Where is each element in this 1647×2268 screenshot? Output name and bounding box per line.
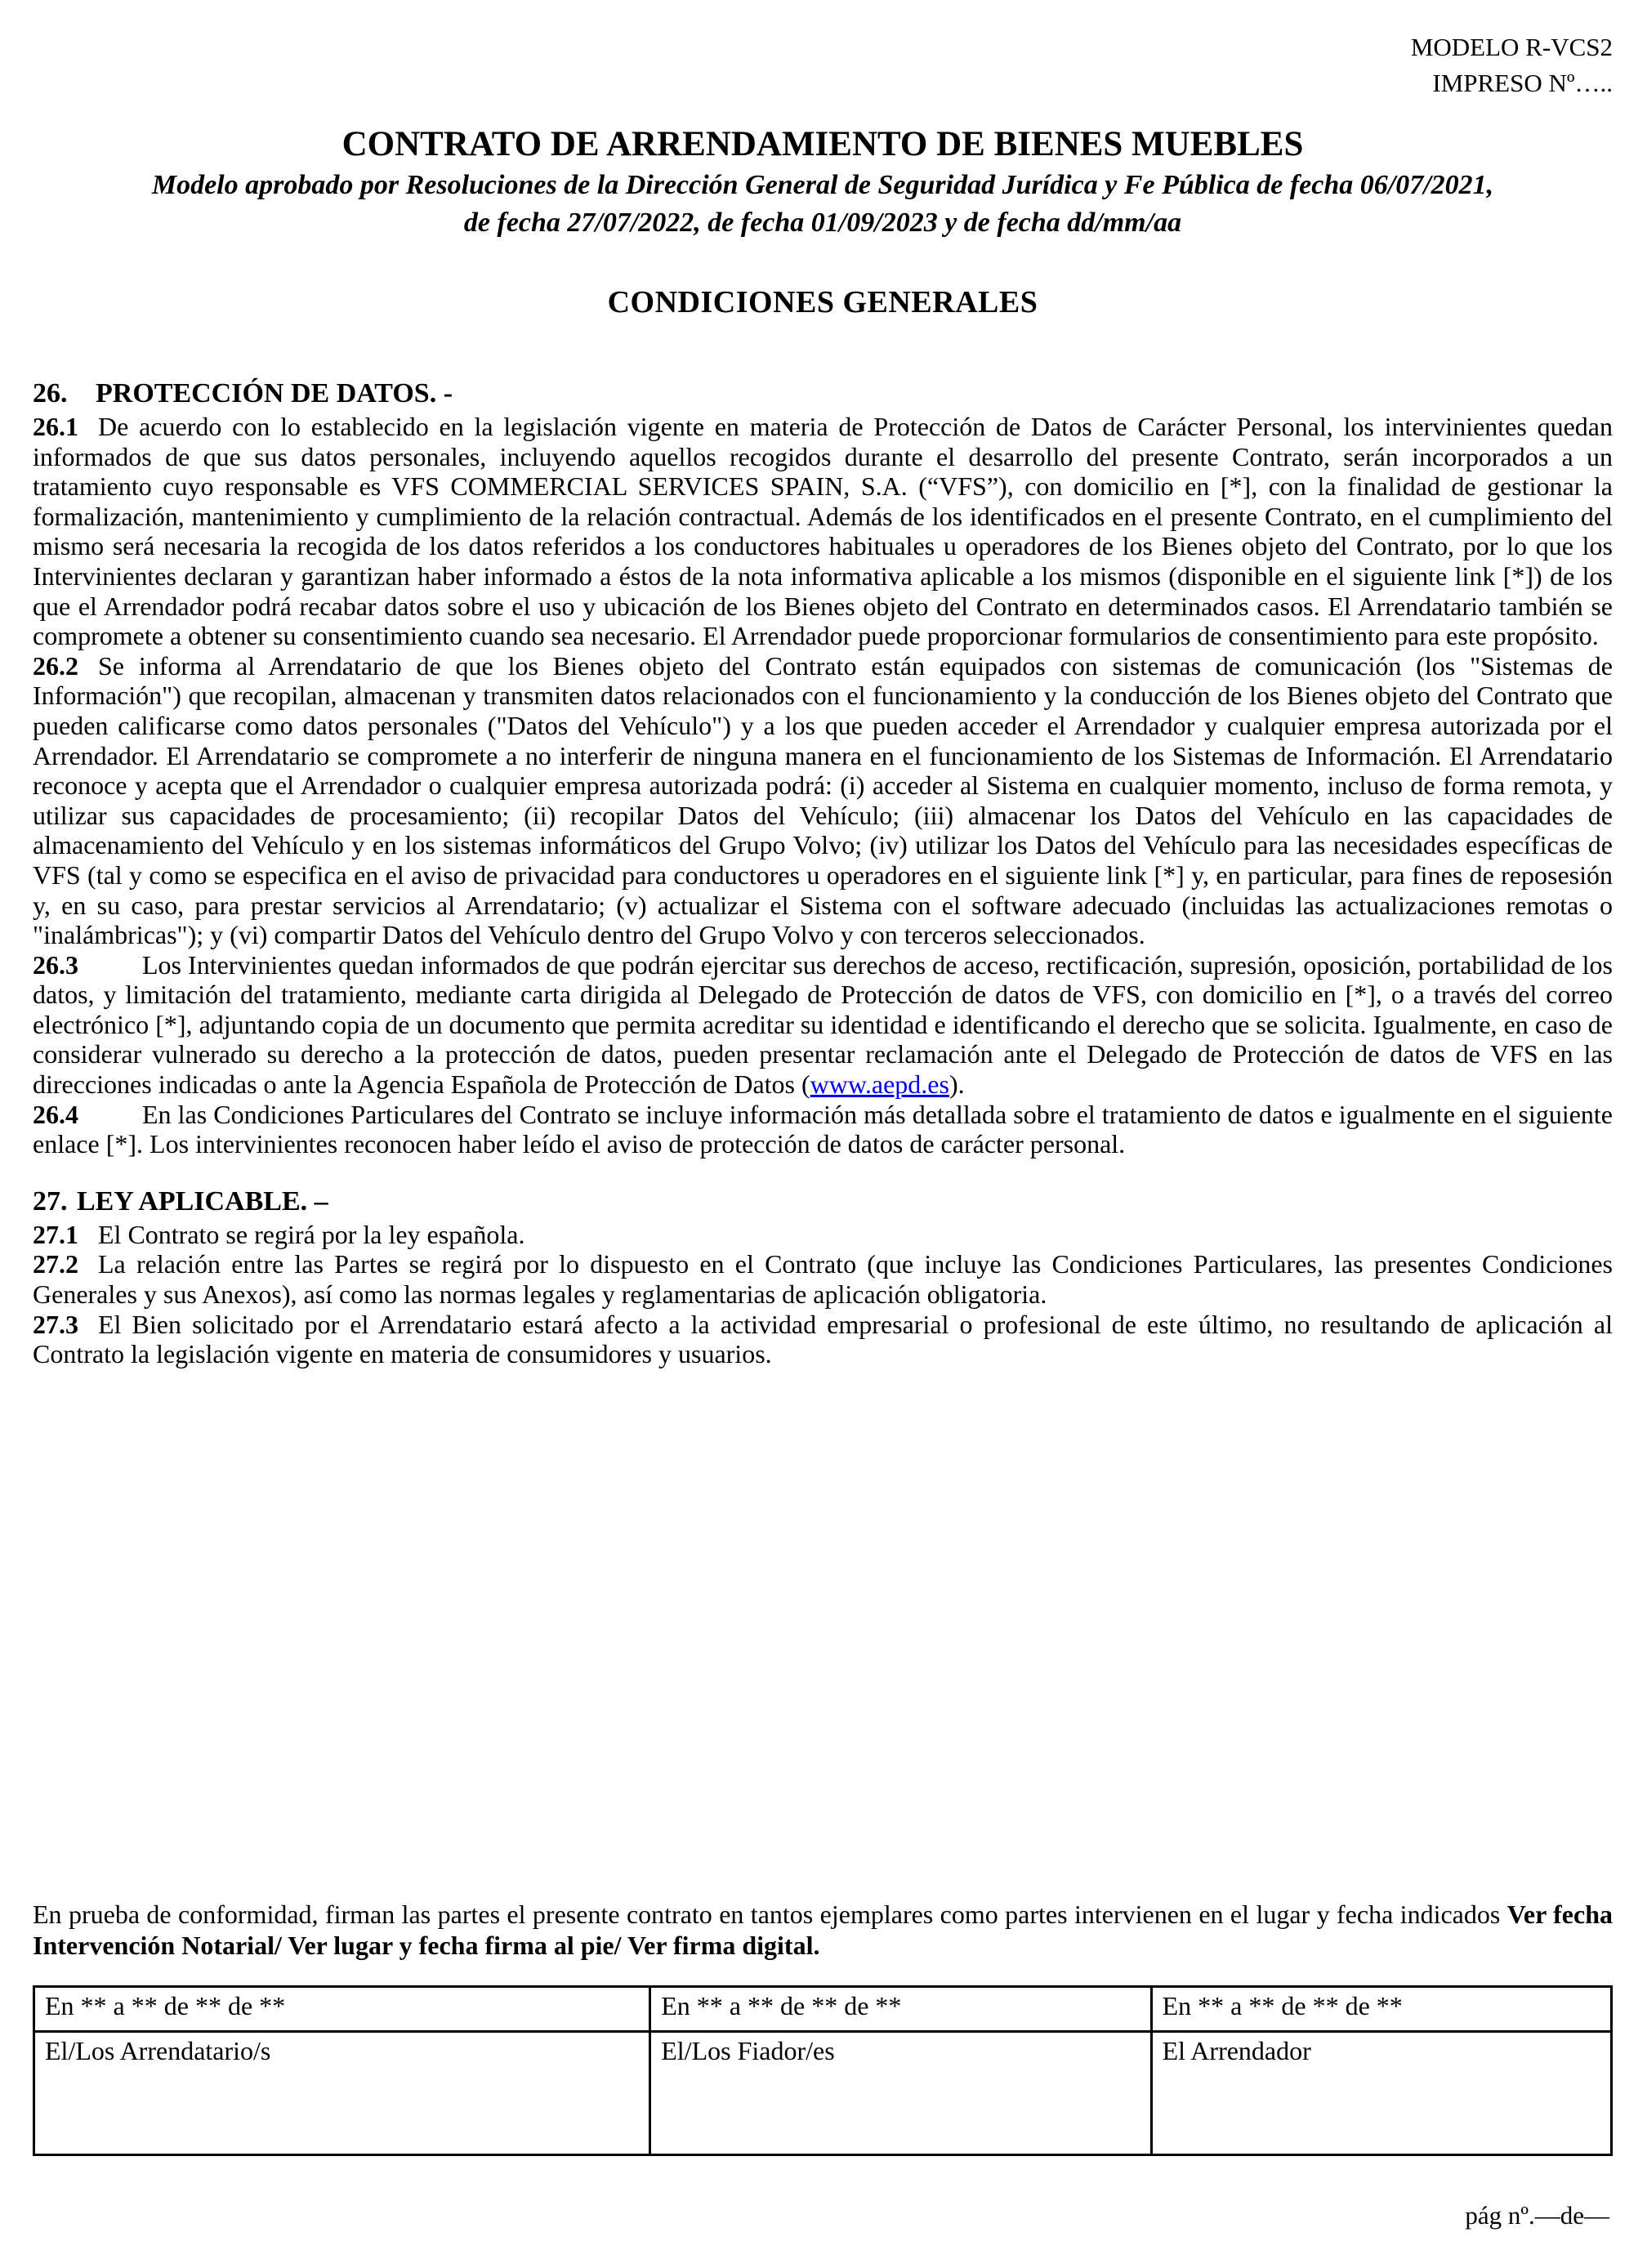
paragraph-26-4 (33, 1100, 1613, 1159)
paragraph-26-1-number: 26.1 (33, 412, 78, 441)
clause-27-title: LEY APLICABLE. – (77, 1185, 328, 1217)
clause-26-number: 26. (33, 378, 68, 409)
document-subtitle (33, 167, 1613, 242)
paragraph-26-4-number: 26.4 (33, 1099, 78, 1129)
paragraph-27-2 (33, 1249, 1613, 1309)
signature-cell-arrendador: El Arrendador (1151, 2031, 1611, 2154)
paragraph-27-3-number: 27.3 (33, 1309, 78, 1339)
paragraph-26-1 (33, 412, 1613, 651)
clause-26-title: PROTECCIÓN DE DATOS. - (96, 378, 453, 409)
paragraph-26-3-number: 26.3 (33, 949, 78, 980)
document-header (33, 29, 1613, 101)
impreso-number: IMPRESO Nº….. (1432, 69, 1613, 97)
paragraph-27-3 (33, 1310, 1613, 1369)
aepd-link[interactable]: www.aepd.es (810, 1069, 949, 1100)
signature-date-cell-arrendatario: En ** a ** de ** de ** (34, 1986, 650, 2031)
paragraph-26-3 (33, 950, 1613, 1100)
signature-party-row (34, 2031, 1612, 2154)
paragraph-26-4-text: En las Condiciones Particulares del Contrato se incluye información más detallada sobre el tratamiento de datos e igualmente en el siguiente enlace [*]. Los intervinientes reconocen haber leído el aviso de protección de datos de carácter personal. (33, 1099, 1613, 1159)
paragraph-27-1 (33, 1220, 1613, 1250)
signature-table (33, 1985, 1613, 2156)
paragraph-27-3-text: El Bien solicitado por el Arrendatario estará afecto a la actividad empresarial o profesional de este último, no resultando de aplicación al Contrato la legislación vigente en materia de consumidores y usuarios. (33, 1309, 1613, 1369)
signature-cell-arrendatario: El/Los Arrendatario/s (34, 2031, 650, 2154)
clause-27-heading (33, 1184, 1613, 1220)
paragraph-26-2-text: Se informa al Arrendatario de que los Bienes objeto del Contrato están equipados con sistemas de comunicación (los "Sistemas de Información") que recopilan, almacenan y transmiten datos relacionados con el funcionamiento y la conducción de los Bienes objeto del Contrato que pueden calificarse como datos personales ("Datos del Vehículo") y a los que pueden acceder el Arrendador y cualquier empresa autorizada por el Arrendador. El Arrendatario se compromete a no interferir de ninguna manera en el funcionamiento de los Sistemas de Información. El Arrendatario reconoce y acepta que el Arrendador o cualquier empresa autorizada podrá: (i) acceder al Sistema en cualquier momento, incluso de forma remota, y utilizar sus capacidades de procesamiento; (ii) recopilar Datos del Vehículo; (iii) almacenar los Datos del Vehículo en las capacidades de almacenamiento del Vehículo y en los sistemas informáticos del Grupo Volvo; (iv) utilizar los Datos del Vehículo para las necesidades específicas de VFS (tal y como se especifica en el aviso de privacidad para conductores u operadores en el siguiente link [*] y, en particular, para fines de reposesión y, en su caso, para prestar servicios al Arrendatario; (v) actualizar el Sistema con el software adecuado (incluidas las actualizaciones remotas o "inalámbricas"); y (vi) compartir Datos del Vehículo dentro del Grupo Volvo y con terceros seleccionados. (33, 650, 1613, 950)
signature-date-row (34, 1986, 1612, 2031)
clause-27-number: 27. (33, 1185, 68, 1217)
paragraph-27-2-text: La relación entre las Partes se regirá por lo dispuesto en el Contrato (que incluye las Condiciones Particulares, las presentes Condiciones Generales y sus Anexos), así como las normas legales y reglamentarias de aplicación obligatoria. (33, 1249, 1613, 1310)
closing-text-bold: Ver fecha Intervención Notarial/ Ver lugar y fecha firma al pie/ Ver firma digital. (33, 1899, 1614, 1960)
page-title: CONTRATO DE ARRENDAMIENTO DE BIENES MUEBLES (341, 125, 1304, 163)
paragraph-27-1-text: El Contrato se regirá por la ley española. (98, 1219, 525, 1249)
signature-cell-fiador: El/Los Fiador/es (650, 2031, 1151, 2154)
section-heading: CONDICIONES GENERALES (607, 285, 1038, 319)
paragraph-27-1-number: 27.1 (33, 1219, 78, 1249)
model-number: MODELO R-VCS2 (1410, 33, 1613, 61)
subtitle-line-1: Modelo aprobado por Resoluciones de la Dirección General de Seguridad Jurídica y Fe Pública de fecha 06/07/2021, (151, 170, 1494, 200)
clause-26-heading (33, 376, 1613, 412)
subtitle-line-2: de fecha 27/07/2022, de fecha 01/09/2023 y de fecha dd/mm/aa (463, 208, 1182, 238)
closing-paragraph (33, 1899, 1613, 1961)
blank-space (33, 1369, 1613, 1899)
paragraph-26-2 (33, 651, 1613, 950)
signature-date-cell-arrendador: En ** a ** de ** de ** (1151, 1986, 1611, 2031)
paragraph-26-3-text-after: ). (948, 1069, 965, 1100)
page-number-label: pág nº.—de— (1465, 2201, 1609, 2230)
paragraph-26-3-text: Los Intervinientes quedan informados de que podrán ejercitar sus derechos de acceso, rectificación, supresión, oposición, portabilidad de los datos, y limitación del tratamiento, mediante carta dirigida al Delegado de Protección de datos de VFS, con domicilio en [*], o a través del correo electrónico [*], adjuntando copia de un documento que permita acreditar su identidad e identificando el derecho que se solicita. Igualmente, en caso de considerar vulnerado su derecho a la protección de datos, pueden presentar reclamación ante el Delegado de Protección de datos de VFS en las direcciones indicadas o ante la Agencia Española de Protección de Datos ( (33, 949, 1613, 1100)
paragraph-26-1-text: De acuerdo con lo establecido en la legislación vigente en materia de Protección de Datos de Carácter Personal, los intervinientes quedan informados de que sus datos personales, incluyendo aquellos recogidos durante el desarrollo del presente Contrato, serán incorporados a un tratamiento cuyo responsable es VFS COMMERCIAL SERVICES SPAIN, S.A. (“VFS”), con domicilio en [*], con la finalidad de gestionar la formalización, mantenimiento y cumplimiento de la relación contractual. Además de los identificados en el presente Contrato, en el cumplimiento del mismo será necesaria la recogida de los datos referidos a los conductores habituales u operadores de los Bienes objeto del Contrato, por lo que los Intervinientes declaran y garantizan haber informado a éstos de la nota informativa aplicable a los mismos (disponible en el siguiente link [*]) de los que el Arrendador podrá recabar datos sobre el uso y ubicación de los Bienes objeto del Contrato en determinados casos. El Arrendatario también se compromete a obtener su consentimiento cuando sea necesario. El Arrendador puede proporcionar formularios de consentimiento para este propósito. (33, 412, 1613, 651)
closing-text: En prueba de conformidad, firman las partes el presente contrato en tantos ejemplares como partes intervienen en el lugar y fecha indicados (33, 1899, 1507, 1929)
signature-date-cell-fiador: En ** a ** de ** de ** (650, 1986, 1151, 2031)
paragraph-26-2-number: 26.2 (33, 650, 78, 681)
paragraph-27-2-number: 27.2 (33, 1249, 78, 1279)
